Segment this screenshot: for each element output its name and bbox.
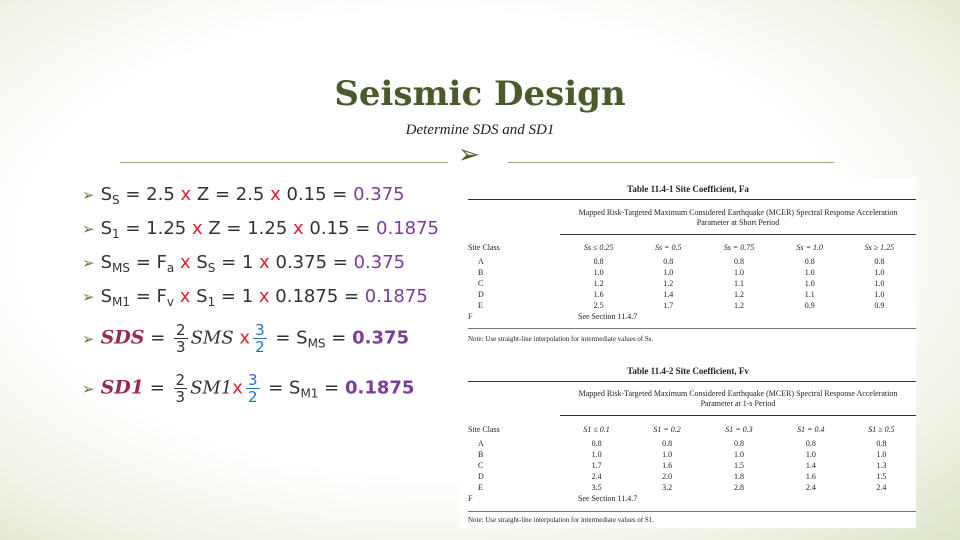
table-cell: 1.2 xyxy=(733,290,744,299)
table-row xyxy=(468,256,916,267)
site-coefficient-tables xyxy=(460,178,916,528)
s1-value: 0.1875 xyxy=(376,218,439,239)
table-cell: 2.4 xyxy=(805,483,816,492)
table1-header: Mapped Risk-Targeted Maximum Considered Earthquake (MCER) Spectral Response Acceleration Parameter at Short Period xyxy=(578,208,898,227)
table-row xyxy=(468,300,916,311)
table-cell: A xyxy=(478,439,484,448)
table-cell: 0.9 xyxy=(804,301,815,310)
bullet-arrow-icon: ➢ xyxy=(82,186,95,204)
equation-s1: ➢ $S_1 = 1.25$ x Z = 1.25 x 0.15 = 0.1875 xyxy=(82,218,439,241)
table-cell: 1.3 xyxy=(876,461,887,470)
table-cell: 1.6 xyxy=(593,290,604,299)
table-cell: F xyxy=(468,494,473,503)
fraction-two-thirds: $\frac{2}{3}$ xyxy=(176,321,186,356)
column-header: Ss = 0.5 xyxy=(654,242,682,252)
table-header-row xyxy=(468,238,916,256)
table-cell: 2.0 xyxy=(662,472,673,481)
table-cell: 0.8 xyxy=(733,257,744,266)
table-cell: 1.4 xyxy=(663,290,674,299)
table2-header: Mapped Risk-Targeted Maximum Considered Earthquake (MCER) Spectral Response Acceleration Parameter at 1-s Period xyxy=(578,389,898,408)
table-cell: 1.8 xyxy=(733,472,744,481)
table-cell: 1.2 xyxy=(593,279,604,288)
table-cell: 0.8 xyxy=(591,439,602,448)
column-header: S1 = 0.3 xyxy=(725,424,753,434)
sm1-value: 0.1875 xyxy=(364,286,428,307)
table-cell: 1.6 xyxy=(805,472,816,481)
table-cell: 0.8 xyxy=(593,257,604,266)
column-header: S1 ≥ 0.5 xyxy=(868,424,895,434)
table-cell: 1.7 xyxy=(591,461,602,470)
table-row xyxy=(468,311,916,322)
bullet-arrow-icon: ➢ xyxy=(82,220,95,238)
table-cell: See Section 11.4.7 xyxy=(578,312,638,321)
equation-ss: ➢ $S_S = 2.5$ x Z = 2.5 x 0.15 = 0.375 xyxy=(82,184,405,207)
table-cell: 1.4 xyxy=(805,461,816,470)
table-row xyxy=(468,482,916,493)
table-cell: 2.8 xyxy=(733,483,744,492)
table-row xyxy=(468,289,916,300)
table-cell: See Section 11.4.7 xyxy=(578,494,638,503)
equation-sds: ➢ SDS = $\frac{2}{3}$ SMS x $\frac{3}{2}$ = $S_{MS} = 0.375$ xyxy=(82,321,410,356)
table-cell: 1.0 xyxy=(874,279,885,288)
table-cell: 3.5 xyxy=(591,483,602,492)
table1-caption: Table 11.4-1 Site Coefficient, Fa xyxy=(627,184,749,194)
table2-caption: Table 11.4-2 Site Coefficient, Fv xyxy=(627,366,749,376)
table-cell: 1.7 xyxy=(663,301,674,310)
table-row xyxy=(468,460,916,471)
table-cell: 1.5 xyxy=(876,472,887,481)
table-cell: F xyxy=(468,312,473,321)
column-header: S1 ≤ 0.1 xyxy=(583,424,610,434)
column-header: S1 = 0.2 xyxy=(653,424,681,434)
table-cell: 1.0 xyxy=(805,450,816,459)
slide-title: Seismic Design xyxy=(334,74,626,114)
table-cell: 0.8 xyxy=(662,439,673,448)
table-cell: 1.1 xyxy=(733,279,744,288)
table-cell: 0.8 xyxy=(874,257,885,266)
table-cell: 0.9 xyxy=(874,301,885,310)
table-cell: 1.0 xyxy=(733,268,744,277)
table-cell: 1.0 xyxy=(804,268,815,277)
title-divider-left xyxy=(120,162,448,163)
bullet-arrow-icon: ➢ xyxy=(82,288,95,306)
table-cell: 2.5 xyxy=(593,301,604,310)
fraction-three-halves: $\frac{3}{2}$ xyxy=(255,321,265,356)
table-cell: E xyxy=(478,483,483,492)
table-cell: 1.0 xyxy=(874,290,885,299)
table-cell: 0.8 xyxy=(733,439,744,448)
table-row xyxy=(468,471,916,482)
sds-value: 0.375 xyxy=(352,327,410,349)
table1 xyxy=(468,238,916,322)
table-cell: B xyxy=(478,268,484,277)
fraction-two-thirds: $\frac{2}{3}$ xyxy=(175,371,186,406)
table-cell: 1.0 xyxy=(591,450,602,459)
table-cell: A xyxy=(478,257,484,266)
table-cell: E xyxy=(478,301,483,310)
sd1-value: 0.1875 xyxy=(344,377,415,399)
table-cell: 1.0 xyxy=(663,268,674,277)
table-cell: 1.6 xyxy=(662,461,673,470)
sms-value: 0.375 xyxy=(353,252,406,273)
table2-note: Note: Use straight-line interpolation for intermediate values of S1. xyxy=(468,516,655,524)
table-cell: 0.8 xyxy=(805,439,816,448)
table-cell: B xyxy=(478,450,484,459)
table-cell: D xyxy=(478,472,484,481)
table-cell: 2.4 xyxy=(876,483,887,492)
table-cell: 0.8 xyxy=(876,439,887,448)
table-cell: 0.8 xyxy=(804,257,815,266)
bullet-arrow-icon: ➢ xyxy=(82,379,95,398)
equation-sd1: ➢ SD1 = $\frac{2}{3}$ SM1x $\frac{3}{2}$ = $S_{M1} = 0.1875$ xyxy=(82,371,415,406)
table-cell: 1.0 xyxy=(874,268,885,277)
column-header: Ss = 0.75 xyxy=(723,242,755,252)
column-header: Site Class xyxy=(468,242,500,252)
table-cell: 1.0 xyxy=(593,268,604,277)
column-header: Ss ≥ 1.25 xyxy=(864,242,895,252)
table-row xyxy=(468,449,916,460)
table-cell: C xyxy=(478,279,484,288)
table-cell: 1.2 xyxy=(733,301,744,310)
table-cell: D xyxy=(478,290,484,299)
table-cell: 1.0 xyxy=(662,450,673,459)
table-cell: 3.2 xyxy=(662,483,673,492)
column-header: S1 = 0.4 xyxy=(797,424,825,434)
table-cell: 1.5 xyxy=(733,461,744,470)
table-cell: 1.0 xyxy=(876,450,887,459)
bullet-arrow-icon: ➢ xyxy=(82,254,95,272)
bullet-arrow-icon: ➢ xyxy=(82,329,95,348)
bullet-arrow-icon: ➢ xyxy=(458,140,480,170)
table1-note: Note: Use straight-line interpolation for intermediate values of Ss. xyxy=(468,335,654,343)
table-cell: 1.0 xyxy=(733,450,744,459)
table-cell: 1.0 xyxy=(804,279,815,288)
table-cell: 2.4 xyxy=(591,472,602,481)
column-header: Site Class xyxy=(468,424,500,434)
equation-sm1: ➢ $S_{M1} = F_v$ x $S_1 = 1$ x 0.1875 = 0.1875 xyxy=(82,286,428,309)
table-cell: 0.8 xyxy=(663,257,674,266)
fraction-three-halves: $\frac{3}{2}$ xyxy=(247,371,258,406)
table-row xyxy=(468,278,916,289)
table-cell: C xyxy=(478,461,484,470)
table-row xyxy=(468,267,916,278)
ss-value: 0.375 xyxy=(353,184,405,205)
column-header: Ss = 1.0 xyxy=(796,242,824,252)
column-header: Ss ≤ 0.25 xyxy=(583,242,614,252)
title-divider-right xyxy=(508,162,834,163)
slide-subtitle: Determine SDS and SD1 xyxy=(405,122,555,138)
table-row xyxy=(468,438,916,449)
table-cell: 1.2 xyxy=(663,279,674,288)
table-header-row xyxy=(468,420,916,438)
table-row xyxy=(468,493,916,504)
table-cell: 1.1 xyxy=(804,290,815,299)
table2 xyxy=(468,420,916,504)
equation-sms: ➢ $S_{MS} = F_a$ x $S_S = 1$ x 0.375 = 0.375 xyxy=(82,252,406,275)
